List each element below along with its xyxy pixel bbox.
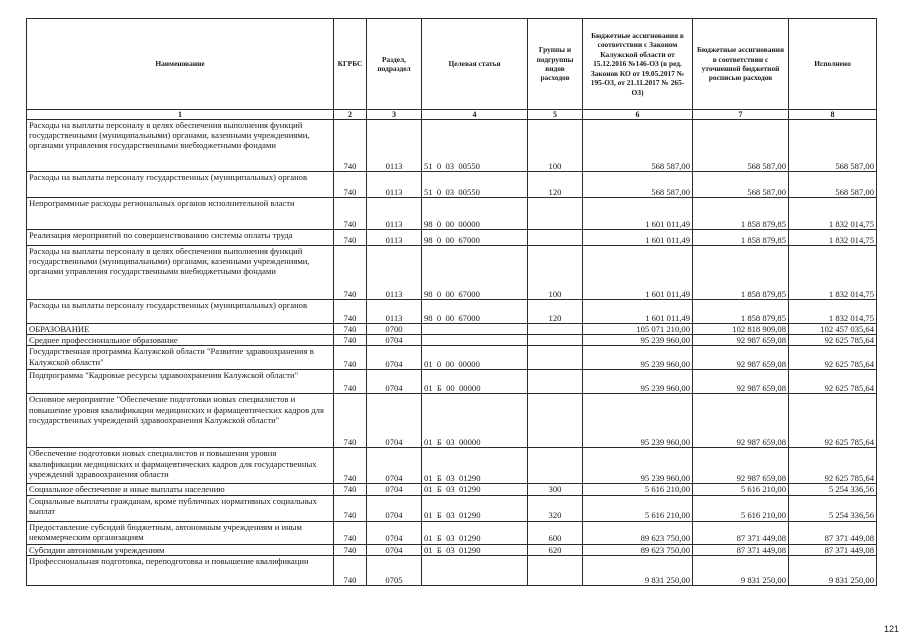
row-kgrbs: 740 [334,346,367,370]
row-name: Расходы на выплаты персоналу государственных (муниципальных) органов [27,172,334,198]
row-target-article: 01 Б 03 01290 [422,521,528,544]
table-row [27,394,877,448]
row-law-allocation: 1 601 011,49 [583,300,693,324]
row-law-allocation: 568 587,00 [583,172,693,198]
row-target-article: 01 Б 03 00000 [422,394,528,448]
table-row [27,448,877,484]
table-row [27,521,877,544]
table-row [27,335,877,346]
col-header-expense-type: Группы и подгруппы видов расходов [528,19,583,110]
col-number: 3 [367,110,422,120]
row-expense-type: 300 [528,484,583,495]
row-kgrbs: 740 [334,370,367,394]
row-executed: 92 625 785,64 [789,346,877,370]
row-kgrbs: 740 [334,172,367,198]
row-section: 0704 [367,394,422,448]
row-law-allocation: 568 587,00 [583,120,693,172]
row-kgrbs: 740 [334,335,367,346]
row-executed: 87 371 449,08 [789,544,877,555]
row-name: Реализация мероприятий по совершенствованию системы оплаты труда [27,230,334,246]
col-header-section: Раздел, подраздел [367,19,422,110]
row-kgrbs: 740 [334,484,367,495]
row-expense-type: 320 [528,495,583,521]
table-row [27,555,877,585]
row-executed: 1 832 014,75 [789,198,877,230]
row-section: 0705 [367,555,422,585]
row-executed: 5 254 336,56 [789,484,877,495]
row-kgrbs: 740 [334,544,367,555]
col-number: 1 [27,110,334,120]
row-expense-type [528,555,583,585]
row-expense-type: 100 [528,120,583,172]
row-name: Социальные выплаты гражданам, кроме публичных нормативных социальных выплат [27,495,334,521]
row-target-article: 01 Б 03 01290 [422,495,528,521]
row-expense-type [528,335,583,346]
row-target-article [422,335,528,346]
row-revised-allocation: 92 987 659,08 [693,370,789,394]
row-law-allocation: 5 616 210,00 [583,495,693,521]
col-header-revised-allocations: Бюджетные ассигнования в соответствии с уточненной бюджетной росписью расходов [693,19,789,110]
row-law-allocation: 1 601 011,49 [583,246,693,300]
table-row [27,495,877,521]
row-law-allocation: 89 623 750,00 [583,544,693,555]
row-name: Расходы на выплаты персоналу в целях обеспечения выполнения функций государственными (муниципальными) органами, казенными учреждениями, органами управления государственными внебюджетными фондами [27,120,334,172]
row-executed: 1 832 014,75 [789,300,877,324]
table-row [27,346,877,370]
row-section: 0113 [367,198,422,230]
row-kgrbs: 740 [334,198,367,230]
row-expense-type [528,370,583,394]
row-revised-allocation: 1 858 879,85 [693,230,789,246]
budget-report-sheet [26,18,900,634]
row-law-allocation: 95 239 960,00 [583,448,693,484]
row-expense-type: 620 [528,544,583,555]
row-expense-type: 100 [528,246,583,300]
row-name: Непрограммные расходы региональных органов исполнительной власти [27,198,334,230]
row-name: Основное мероприятие "Обеспечение подготовки новых специалистов и повышение уровня квалификации медицинских и фармацевтических кадров для государственных учреждений здравоохранения Калужской области" [27,394,334,448]
row-target-article [422,324,528,335]
row-name: Государственная программа Калужской области "Развитие здравоохранения в Калужской области" [27,346,334,370]
row-law-allocation: 1 601 011,49 [583,198,693,230]
row-executed: 9 831 250,00 [789,555,877,585]
row-section: 0704 [367,346,422,370]
row-kgrbs: 740 [334,521,367,544]
row-target-article: 98 0 00 67000 [422,230,528,246]
row-name: Расходы на выплаты персоналу государственных (муниципальных) органов [27,300,334,324]
row-expense-type [528,346,583,370]
row-revised-allocation: 1 858 879,85 [693,246,789,300]
row-executed: 92 625 785,64 [789,370,877,394]
row-section: 0704 [367,495,422,521]
row-executed: 92 625 785,64 [789,448,877,484]
row-law-allocation: 105 071 210,00 [583,324,693,335]
row-target-article: 51 0 03 00550 [422,120,528,172]
row-revised-allocation: 1 858 879,85 [693,300,789,324]
row-revised-allocation: 102 818 909,08 [693,324,789,335]
table-row [27,246,877,300]
row-expense-type [528,448,583,484]
row-expense-type: 600 [528,521,583,544]
row-revised-allocation: 568 587,00 [693,120,789,172]
row-target-article: 01 Б 00 00000 [422,370,528,394]
row-name: Предоставление субсидий бюджетным, автономным учреждениям и иным некоммерческим организациям [27,521,334,544]
row-law-allocation: 95 239 960,00 [583,370,693,394]
header-row [27,19,877,110]
table-row [27,172,877,198]
row-kgrbs: 740 [334,230,367,246]
table-row [27,120,877,172]
row-name: Социальное обеспечение и иные выплаты населению [27,484,334,495]
row-kgrbs: 740 [334,300,367,324]
row-section: 0704 [367,521,422,544]
row-name: Профессиональная подготовка, переподготовка и повышение квалификации [27,555,334,585]
row-revised-allocation: 87 371 449,08 [693,544,789,555]
row-expense-type [528,324,583,335]
col-number: 8 [789,110,877,120]
col-number: 7 [693,110,789,120]
row-name: Обеспечение подготовки новых специалистов и повышения уровня квалификации медицинских и фармацевтических кадров для государственных учреждений здравоохранения области [27,448,334,484]
row-executed: 1 832 014,75 [789,246,877,300]
col-header-name: Наименование [27,19,334,110]
row-target-article: 51 0 03 00550 [422,172,528,198]
row-section: 0704 [367,448,422,484]
table-row [27,544,877,555]
row-law-allocation: 1 601 011,49 [583,230,693,246]
table-row [27,370,877,394]
row-target-article [422,555,528,585]
row-target-article: 98 0 00 00000 [422,198,528,230]
row-law-allocation: 95 239 960,00 [583,346,693,370]
col-header-target-article: Целевая статья [422,19,528,110]
table-row [27,484,877,495]
row-executed: 5 254 336,56 [789,495,877,521]
row-law-allocation: 5 616 210,00 [583,484,693,495]
row-revised-allocation: 87 371 449,08 [693,521,789,544]
row-law-allocation: 9 831 250,00 [583,555,693,585]
row-executed: 568 587,00 [789,172,877,198]
row-section: 0704 [367,335,422,346]
row-revised-allocation: 92 987 659,08 [693,394,789,448]
col-number: 2 [334,110,367,120]
table-body [27,120,877,586]
row-expense-type: 120 [528,300,583,324]
row-section: 0113 [367,246,422,300]
row-kgrbs: 740 [334,394,367,448]
row-target-article: 01 Б 03 01290 [422,448,528,484]
row-revised-allocation: 9 831 250,00 [693,555,789,585]
row-revised-allocation: 92 987 659,08 [693,335,789,346]
row-revised-allocation: 568 587,00 [693,172,789,198]
row-kgrbs: 740 [334,120,367,172]
table-row [27,324,877,335]
row-revised-allocation: 92 987 659,08 [693,346,789,370]
budget-table [26,18,877,586]
row-law-allocation: 95 239 960,00 [583,394,693,448]
row-name: Субсидии автономным учреждениям [27,544,334,555]
row-expense-type [528,198,583,230]
row-expense-type [528,394,583,448]
row-executed: 92 625 785,64 [789,335,877,346]
row-target-article: 01 Б 03 01290 [422,544,528,555]
row-section: 0113 [367,300,422,324]
table-row [27,230,877,246]
row-name: ОБРАЗОВАНИЕ [27,324,334,335]
row-section: 0704 [367,484,422,495]
row-expense-type [528,230,583,246]
col-header-kgrbs: КГРБС [334,19,367,110]
row-law-allocation: 95 239 960,00 [583,335,693,346]
row-name: Среднее профессиональное образование [27,335,334,346]
row-target-article: 98 0 00 67000 [422,246,528,300]
row-section: 0704 [367,544,422,555]
row-kgrbs: 740 [334,555,367,585]
row-target-article: 98 0 00 67000 [422,300,528,324]
row-name: Расходы на выплаты персоналу в целях обеспечения выполнения функций государственными (муниципальными) органами, казенными учреждениями, органами управления государственными внебюджетными фондами [27,246,334,300]
row-kgrbs: 740 [334,246,367,300]
row-section: 0113 [367,172,422,198]
row-revised-allocation: 92 987 659,08 [693,448,789,484]
col-number: 6 [583,110,693,120]
row-target-article: 01 Б 03 01290 [422,484,528,495]
row-section: 0704 [367,370,422,394]
row-executed: 92 625 785,64 [789,394,877,448]
row-law-allocation: 89 623 750,00 [583,521,693,544]
table-row [27,300,877,324]
row-section: 0113 [367,120,422,172]
row-kgrbs: 740 [334,324,367,335]
row-section: 0700 [367,324,422,335]
row-executed: 102 457 035,64 [789,324,877,335]
col-header-executed: Исполнено [789,19,877,110]
row-revised-allocation: 5 616 210,00 [693,484,789,495]
col-number: 5 [528,110,583,120]
row-section: 0113 [367,230,422,246]
col-number: 4 [422,110,528,120]
row-target-article: 01 0 00 00000 [422,346,528,370]
table-row [27,198,877,230]
row-revised-allocation: 1 858 879,85 [693,198,789,230]
col-header-law-allocations: Бюджетные ассигнования в соответствии с Законом Калужской области от 15.12.2016 №146-ОЗ (в ред. Законов КО от 19.05.2017 № 195-ОЗ, от 21.11.2017 № 265-ОЗ) [583,19,693,110]
row-executed: 1 832 014,75 [789,230,877,246]
row-expense-type: 120 [528,172,583,198]
column-number-row [27,110,877,120]
row-kgrbs: 740 [334,495,367,521]
row-revised-allocation: 5 616 210,00 [693,495,789,521]
row-name: Подпрограмма "Кадровые ресурсы здравоохранения Калужской области" [27,370,334,394]
row-kgrbs: 740 [334,448,367,484]
row-executed: 87 371 449,08 [789,521,877,544]
row-executed: 568 587,00 [789,120,877,172]
page-number: 121 [884,624,900,634]
